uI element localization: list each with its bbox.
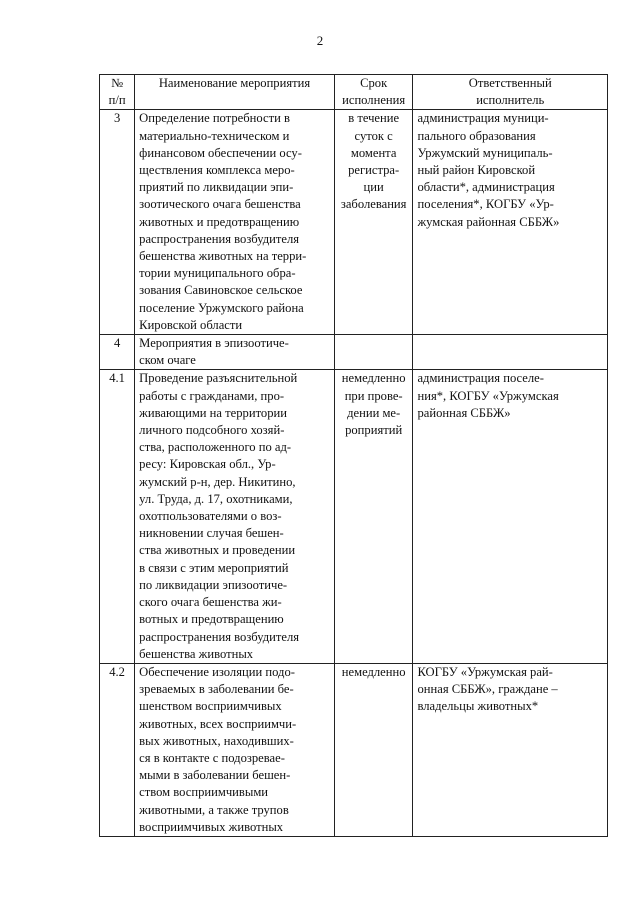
measure-name-line: финансовом обеспечении осу- bbox=[139, 145, 302, 160]
measure-name-line: Проведение разъяснительной bbox=[139, 371, 298, 386]
measure-name-line: материально-техническом и bbox=[139, 128, 290, 143]
header-resp bbox=[413, 75, 608, 110]
measure-name-line: Мероприятия в эпизоотиче- bbox=[139, 336, 289, 351]
measure-name-line: ском очаге bbox=[139, 353, 196, 368]
responsible-line: администрация поселе- bbox=[417, 371, 544, 386]
table-row bbox=[100, 663, 608, 836]
deadline-line: немедленно bbox=[341, 664, 406, 679]
responsible-line: поселения*, КОГБУ «Ур- bbox=[417, 197, 554, 212]
responsible-line: онная СББЖ», граждане – bbox=[417, 682, 558, 697]
measure-name-line: бешенства животных на терри- bbox=[139, 249, 307, 264]
responsible-cell bbox=[413, 663, 608, 836]
measure-name-line: шенством восприимчивых bbox=[139, 699, 282, 714]
measure-name-line: животных и предотвращению bbox=[139, 214, 300, 229]
table-header-row bbox=[100, 75, 608, 110]
measure-name-line: бешенства животных bbox=[139, 646, 254, 661]
header-resp-line: Ответственный bbox=[468, 76, 552, 90]
row-number: 4.2 bbox=[100, 663, 135, 836]
measure-name-line: распространения возбудителя bbox=[139, 231, 300, 246]
row-number: 4.1 bbox=[100, 370, 135, 663]
measure-name-line: ства, расположенного по ад- bbox=[139, 440, 292, 455]
measure-name-line: приятий по ликвидации эпи- bbox=[139, 180, 294, 195]
header-num-line: № bbox=[111, 76, 124, 90]
deadline-line: при прове- bbox=[344, 388, 403, 403]
header-term bbox=[334, 75, 413, 110]
table-row bbox=[100, 335, 608, 370]
measure-name-line: мыми в заболевании бешен- bbox=[139, 768, 291, 783]
measure-name-line: личного подсобного хозяй- bbox=[139, 423, 285, 438]
measures-table bbox=[99, 74, 608, 837]
measure-name-line: зоотического очага бешенства bbox=[139, 197, 301, 212]
measure-name-cell bbox=[135, 370, 335, 663]
measure-name-line: тории муниципального обра- bbox=[139, 266, 296, 281]
deadline-line: заболевания bbox=[340, 197, 407, 212]
measure-name-cell bbox=[135, 110, 335, 335]
deadline-cell bbox=[334, 110, 413, 335]
measure-name-line: работы с гражданами, про- bbox=[139, 388, 285, 403]
header-num bbox=[100, 75, 135, 110]
measure-name-line: ся в контакте с подозревае- bbox=[139, 750, 285, 765]
deadline-line: момента bbox=[350, 145, 397, 160]
measure-name-cell bbox=[135, 335, 335, 370]
measure-name-line: Кировской области bbox=[139, 317, 243, 332]
responsible-line: жумская районная СББЖ» bbox=[417, 214, 560, 229]
measure-name-line: по ликвидации эпизоотиче- bbox=[139, 577, 288, 592]
deadline-line: роприятий bbox=[345, 423, 403, 438]
measure-name-line: жумский р-н, дер. Никитино, bbox=[139, 474, 296, 489]
deadline-cell bbox=[334, 663, 413, 836]
row-number: 3 bbox=[100, 110, 135, 335]
measure-name-line: вых животных, находивших- bbox=[139, 733, 294, 748]
measure-name-line: ществления комплекса меро- bbox=[139, 163, 295, 178]
page-number: 2 bbox=[316, 33, 324, 48]
measure-name-line: охотпользователями о воз- bbox=[139, 509, 282, 524]
measure-name-line: зреваемых в заболевании бе- bbox=[139, 682, 294, 697]
deadline-line: ции bbox=[363, 180, 384, 195]
responsible-line: пального образования bbox=[417, 128, 536, 143]
header-term-line: исполнения bbox=[342, 93, 406, 108]
deadline-line: регистра- bbox=[348, 163, 400, 178]
responsible-line: ный район Кировской bbox=[417, 163, 536, 178]
measure-name-line: зования Савиновское сельское bbox=[139, 283, 303, 298]
measure-name-line: восприимчивых животных bbox=[139, 819, 284, 834]
responsible-line: КОГБУ «Уржумская рай- bbox=[417, 664, 553, 679]
header-term-line: Срок bbox=[360, 76, 388, 90]
deadline-cell bbox=[334, 370, 413, 663]
measure-name-cell bbox=[135, 663, 335, 836]
responsible-line: области*, администрация bbox=[417, 180, 555, 195]
responsible-cell bbox=[413, 110, 608, 335]
measure-name-line: никновении случая бешен- bbox=[139, 526, 284, 541]
measure-name-line: животных, всех восприимчи- bbox=[139, 716, 297, 731]
responsible-cell bbox=[413, 335, 608, 370]
measure-name-line: Обеспечение изоляции подо- bbox=[139, 664, 295, 679]
deadline-line: в течение bbox=[348, 111, 400, 126]
deadline-line: немедленно bbox=[341, 371, 406, 386]
header-name bbox=[135, 75, 335, 110]
measure-name-line: живающими на территории bbox=[139, 405, 288, 420]
responsible-line: владельцы животных* bbox=[417, 699, 539, 714]
responsible-line: администрация муници- bbox=[417, 111, 549, 126]
measure-name-line: распространения возбудителя bbox=[139, 629, 300, 644]
deadline-cell bbox=[334, 335, 413, 370]
measure-name-line: ством восприимчивыми bbox=[139, 785, 269, 800]
row-number: 4 bbox=[100, 335, 135, 370]
responsible-cell bbox=[413, 370, 608, 663]
measure-name-line: животными, а также трупов bbox=[139, 802, 289, 817]
responsible-line: Уржумский муниципаль- bbox=[417, 145, 553, 160]
measure-name-line: в связи с этим мероприятий bbox=[139, 560, 289, 575]
measure-name-line: поселение Уржумского района bbox=[139, 300, 304, 315]
measure-name-line: ресу: Кировская обл., Ур- bbox=[139, 457, 276, 472]
measure-name-line: ул. Труда, д. 17, охотниками, bbox=[139, 491, 293, 506]
measure-name-line: вотных и предотвращению bbox=[139, 612, 284, 627]
responsible-line: ния*, КОГБУ «Уржумская bbox=[417, 388, 559, 403]
measure-name-line: ского очага бешенства жи- bbox=[139, 595, 282, 610]
header-name-line: Наименование мероприятия bbox=[158, 76, 311, 90]
header-num-line: п/п bbox=[108, 93, 126, 108]
table-row bbox=[100, 370, 608, 663]
deadline-line: дении ме- bbox=[347, 405, 401, 420]
header-resp-line: исполнитель bbox=[476, 93, 545, 108]
measure-name-line: Определение потребности в bbox=[139, 111, 290, 126]
deadline-line: суток с bbox=[354, 128, 393, 143]
table-row bbox=[100, 110, 608, 335]
measure-name-line: ства животных и проведении bbox=[139, 543, 296, 558]
responsible-line: районная СББЖ» bbox=[417, 405, 511, 420]
